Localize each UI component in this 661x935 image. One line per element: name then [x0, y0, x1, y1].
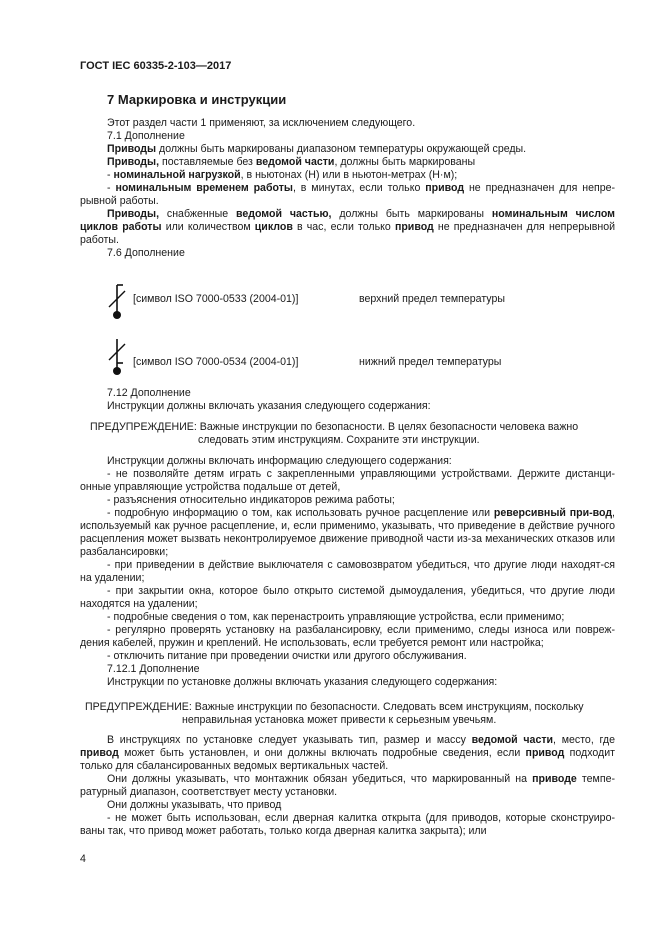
list-item: - регулярно проверять установку на разбалансировку, если применимо, следы износа или повреж-дения кабелей, пружин и креплений. Не использовать, если требуется ремонт или настройка; — [80, 624, 615, 649]
para-install-details: В инструкциях по установке следует указывать тип, размер и массу ведомой части, место, где привод может быть установлен, и они должны включать подробные сведения, если привод подходит только для сбалансированных ведомых вертикальных частей. — [80, 734, 615, 772]
intro-block — [80, 117, 615, 260]
para-env-temp: Приводы должны быть маркированы диапазоном температуры окружающей среды. — [107, 143, 527, 155]
lower-temperature-limit-icon — [106, 336, 128, 378]
warning-2-line2: неправильная установка может привести к серьезным увечьям. — [182, 714, 497, 726]
list-item: - при приведении в действие выключателя с самовозвратом убедиться, что другие люди находят-ся на удалении; — [80, 559, 615, 584]
page-number: 4 — [80, 853, 86, 865]
warning-1-line2: следовать этим инструкциям. Сохраните эти инструкции. — [198, 434, 480, 446]
symbol-upper-desc: верхний предел температуры — [359, 293, 505, 305]
para-installer-check: Они должны указывать, что монтажник обязан убедиться, что маркированный на приводе темпе-ратурный диапазон, соответствует месту установки. — [80, 773, 615, 798]
warning-2-line1: ПРЕДУПРЕЖДЕНИЕ: Важные инструкции по безопасности. Следовать всем инструкциям, поскольку — [85, 701, 584, 713]
symbol-lower-code: [символ ISO 7000-0534 (2004-01)] — [133, 356, 299, 368]
install-block — [80, 734, 615, 838]
install-intro: Инструкции по установке должны включать указания следующего содержания: — [107, 676, 498, 688]
symbol-lower-desc: нижний предел температуры — [359, 356, 502, 368]
clause-7-6: 7.6 Дополнение — [107, 247, 185, 259]
para-rated-time: - номинальным временем работы, в минутах, если только привод не предназначен для непре-рывной работы. — [80, 182, 616, 207]
clause-7-12-1: 7.12.1 Дополнение — [107, 663, 200, 675]
list-item: - не позволяйте детям играть с закрепленными управляющими устройствами. Держите дистанци-онные управляющие устройства подальше от детей, — [80, 468, 615, 493]
list-item: - отключить питание при проведении очистки или другого обслуживания. — [107, 650, 467, 662]
para-rated-load: - номинальной нагрузкой, в ньютонах (Н) или в ньютон-метрах (Н·м); — [107, 169, 458, 181]
clause-7-12-block — [80, 387, 615, 413]
clause-7-1: 7.1 Дополнение — [107, 130, 185, 142]
para-drive-marking: Приводы, поставляемые без ведомой части, должны быть маркированы — [107, 156, 476, 168]
list-item: - при закрытии окна, которое было открыто системой дымоудаления, убедиться, что другие люди находятся на удалении; — [80, 585, 615, 610]
para-drive-intro: Они должны указывать, что привод — [107, 799, 282, 811]
clause-7-12: 7.12 Дополнение — [107, 387, 191, 399]
instructions-intro: Инструкции должны включать указания следующего содержания: — [107, 400, 431, 412]
info-block — [80, 455, 615, 689]
upper-temperature-limit-icon — [106, 281, 128, 321]
symbol-upper-code: [символ ISO 7000-0533 (2004-01)] — [133, 293, 299, 305]
document-header: ГОСТ IEC 60335-2-103—2017 — [80, 60, 232, 72]
para-manual-release: - подробную информацию о том, как использовать ручное расцепление или реверсивный при-вод, используемый как ручное расцепление, и, если применимо, указывать, что приведение в действие ручного расцепления может вызвать неконтролируемое движение приводной части из-за механических отказов или разбалансировки; — [80, 507, 615, 558]
list-item: - не может быть использован, если дверная калитка открыта (для приводов, которые сконструиро-ваны так, что привод может работать, только когда дверная калитка закрыта); или — [80, 812, 615, 837]
warning-1-line1: ПРЕДУПРЕЖДЕНИЕ: Важные инструкции по безопасности. В целях безопасности человека важно — [90, 421, 579, 433]
section-title: 7 Маркировка и инструкции — [107, 92, 287, 107]
info-intro: Инструкции должны включать информацию следующего содержания: — [107, 455, 452, 467]
list-item: - подробные сведения о том, как перенастроить управляющие устройства, если применимо; — [107, 611, 565, 623]
intro-text: Этот раздел части 1 применяют, за исключением следующего. — [107, 117, 416, 129]
para-rated-cycles: Приводы, снабженные ведомой частью, должны быть маркированы номинальным числом циклов работы или количеством циклов в час, если только привод не предназначен для непрерывной работы. — [80, 208, 616, 246]
list-item: - разъяснения относительно индикаторов режима работы; — [107, 494, 395, 506]
